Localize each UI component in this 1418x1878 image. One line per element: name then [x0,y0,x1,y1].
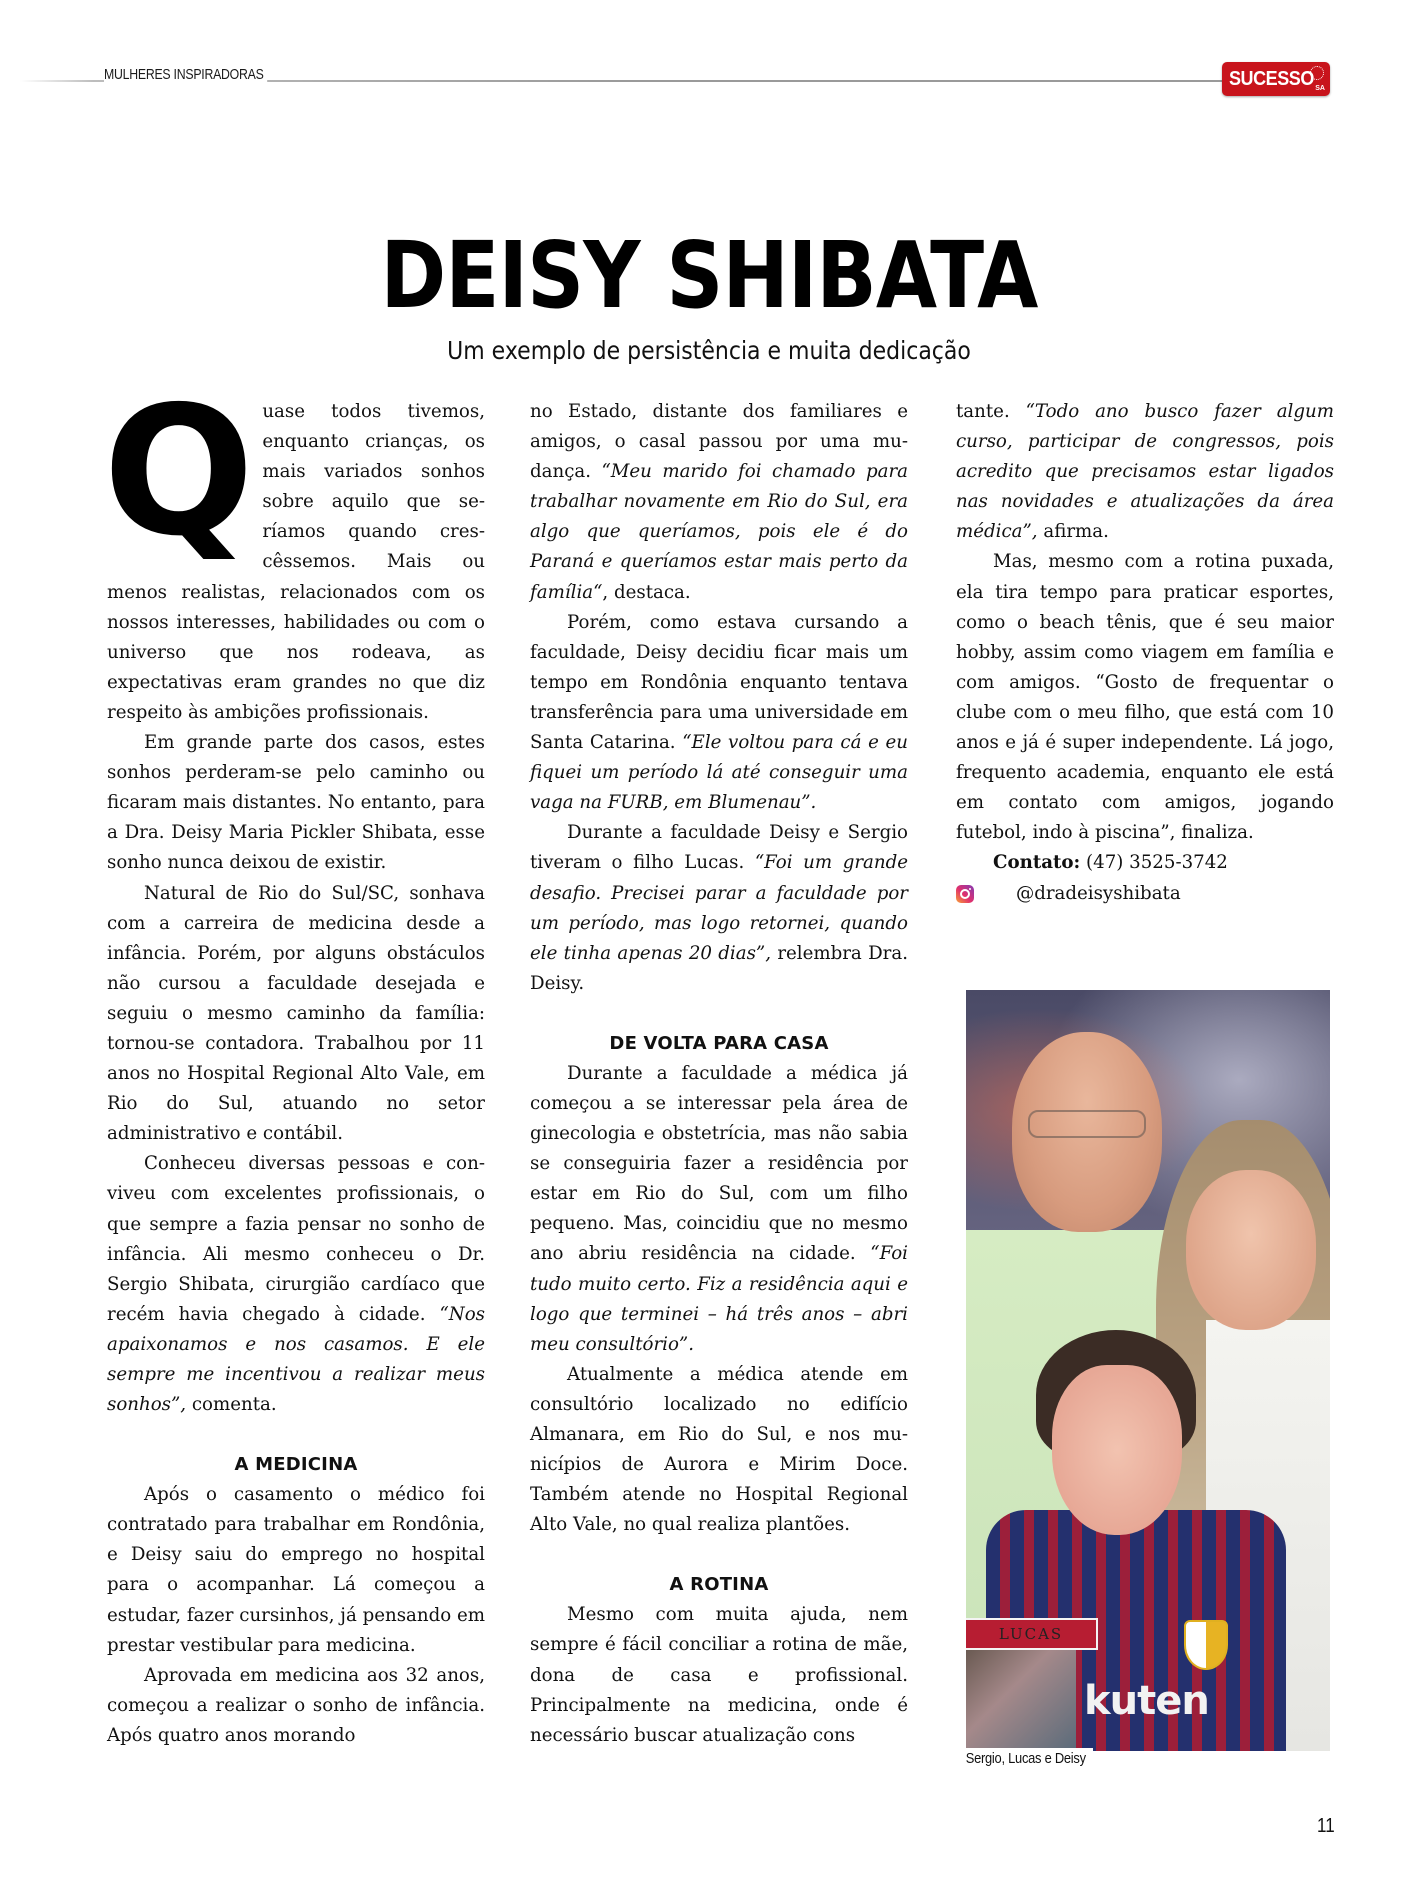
paragraph: Após o casamento o médico foi contratado para trabalhar em Rondônia, e Deisy saiu do emprego no hospital para o acompanhar. Lá começou a estudar, fazer cursinhos, já pensando em prestar vestibular para medicina. [107,1484,485,1656]
contact-line [956,848,1334,878]
contact-phone: (47) 3525-3742 [1080,852,1228,874]
shirt-sponsor-text: kuten [1084,1678,1209,1724]
brand-suffix: SA [1315,85,1325,92]
quote: “Nos apaixonamos e nos casamos. E ele sempre me incentivou a realizar meus sonhos”, [107,1303,485,1416]
paragraph-text: Conheceu diversas pessoas e conviveu com excelentes profissionais, o que sempre a fazia pensar no sonho de infância. Ali mesmo conheceu o Dr. Sergio Shibata, cirurgião cardíaco que recém havia chegado à cidade. [107,1153,485,1325]
paragraph-text: comenta. [186,1394,277,1416]
quote: “Foi tudo muito certo. Fiz a residência aqui e logo que terminei – há três anos – abri meu consultório”. [530,1243,908,1355]
quote: “Meu marido foi chamado para trabalhar novamente em Rio do Sul, era algo que queríamos, pois ele é do Paraná e queríamos estar mais perto da família“ [530,461,908,603]
paragraph-text: Durante a faculdade a médica já começou a se interessar pela área de ginecologia e obstetrícia, mas não sabia se conseguiria fazer a residência por estar em Rio do Sul, com um filho pequeno. Mas, coincidiu que no mesmo ano abriu residência na cidade. [530,1062,908,1265]
paragraph-text: relembra Dra. Deisy. [530,942,908,994]
contact-label: Contato: [993,852,1081,874]
quote: “Ele voltou para cá e eu fiquei um período lá até conseguir uma vaga na FURB, em Blumenau”. [530,732,908,814]
column-left [103,368,485,1751]
paragraph [530,818,908,999]
drop-cap: Q [103,368,255,575]
paragraph [530,608,908,819]
brand-logo [1222,62,1330,96]
paragraph [530,1059,908,1360]
globe-icon [1310,66,1324,80]
paragraph-text: Durante a faculdade Deisy e Sergio tiveram o filho Lucas. [530,822,908,874]
instagram-row [956,879,1334,909]
family-photo [966,990,1330,1751]
column-right [956,397,1334,909]
paragraph: Mesmo com muita ajuda, nem sempre é fácil conciliar a rotina de mãe, dona de casa e profissional. Principalmente na medicina, onde é necessário buscar atualização cons [530,1604,908,1746]
article-subtitle: Um exemplo de persistência e muita dedicação [447,336,971,365]
photo-toy-box [966,1650,1076,1751]
section-heading: DE VOLTA PARA CASA [609,1032,829,1054]
paragraph-text: Porém, como estava cursando a faculdade, Deisy decidiu ficar mais um tempo em Rondônia enquanto tentava transferência para uma universidade em Santa Catarina. [530,611,908,754]
name-banner: LUCAS [966,1618,1098,1650]
section-heading: A ROTINA [669,1574,769,1596]
paragraph [530,397,908,608]
section-label: MULHERES INSPIRADORAS [104,66,267,83]
instagram-handle: @dradeisyshibata [1016,882,1181,904]
photo-boy-face [1052,1365,1182,1535]
photo-caption: Sergio, Lucas e Deisy [964,1748,1093,1767]
paragraph: Natural de Rio do Sul/SC, sonhava com a carreira de medicina desde a infância. Porém, por alguns obstáculos não cursou a faculdade desejada e seguiu o mesmo caminho da família: tornou-se contadora. Trabalhou por 11 anos no Hospital Regional Alto Vale, em Rio do Sul, atuando no setor administrativo e contábil. [107,882,485,1145]
paragraph: Mas, mesmo com a rotina puxada, ela tira tempo para praticar esportes, como o beach tênis, que é seu maior hobby, assim como viagem em família e com amigos. “Gosto de frequentar o clube com o meu filho, que está com 10 anos e já é super independente. Lá jogo, frequento academia, enquanto ele está em contato com amigos, jogando futebol, indo à piscina”, finaliza. [956,551,1334,844]
paragraph [956,397,1334,547]
instagram-icon [956,885,974,903]
page-number: 11 [1317,1815,1335,1837]
quote: “Todo ano busco fazer algum curso, participar de congressos, pois acredito que precisamos estar ligados nas novidades e atualizações da área médica”, [956,401,1334,543]
paragraph-text: afirma. [1037,521,1109,543]
paragraph-text: , destaca. [602,581,691,603]
photo-glasses [1028,1110,1146,1138]
column-middle [530,397,908,1751]
paragraph: Aprovada em medicina aos 32 anos, começou a realizar o sonho de infância. Após quatro anos morando [107,1664,485,1746]
paragraph: uase todos tivemos, enquanto crianças, os mais variados sonhos sobre aquilo que seríamos quando crescêssemos. Mais ou menos realistas, relacionados com os nossos interesses, habilidades ou com o universo que nos rodeava, as expectativas eram grandes no que diz respeito às ambições profissionais. [107,401,485,723]
paragraph-text: tante. [956,401,1026,422]
paragraph [107,1149,485,1420]
paragraph: Em grande parte dos casos, estes sonhos perderam-se pelo caminho ou ficaram mais distantes. No entanto, para a Dra. Deisy Maria Pickler Shibata, esse sonho nunca deixou de existir. [107,732,485,874]
article-title: DEISY SHIBATA [380,222,1038,329]
quote: “Foi um grande desafio. Precisei parar a faculdade por um período, mas logo retornei, quando ele tinha apenas 20 dias”, [530,852,908,964]
club-crest-icon [1184,1620,1228,1670]
section-heading: A MEDICINA [234,1454,358,1476]
paragraph: Atualmente a médica atende em consultório localizado no edifício Almanara, em Rio do Sul, e nos municípios de Aurora e Mirim Doce. Também atende no Hospital Regional Alto Vale, no qual realiza plantões. [530,1363,908,1536]
paragraph-text: no Estado, distante dos familiares e amigos, o casal passou por uma mudança. [530,401,908,483]
photo-woman-face [1186,1170,1316,1330]
brand-name: SUCESSO [1229,67,1314,90]
